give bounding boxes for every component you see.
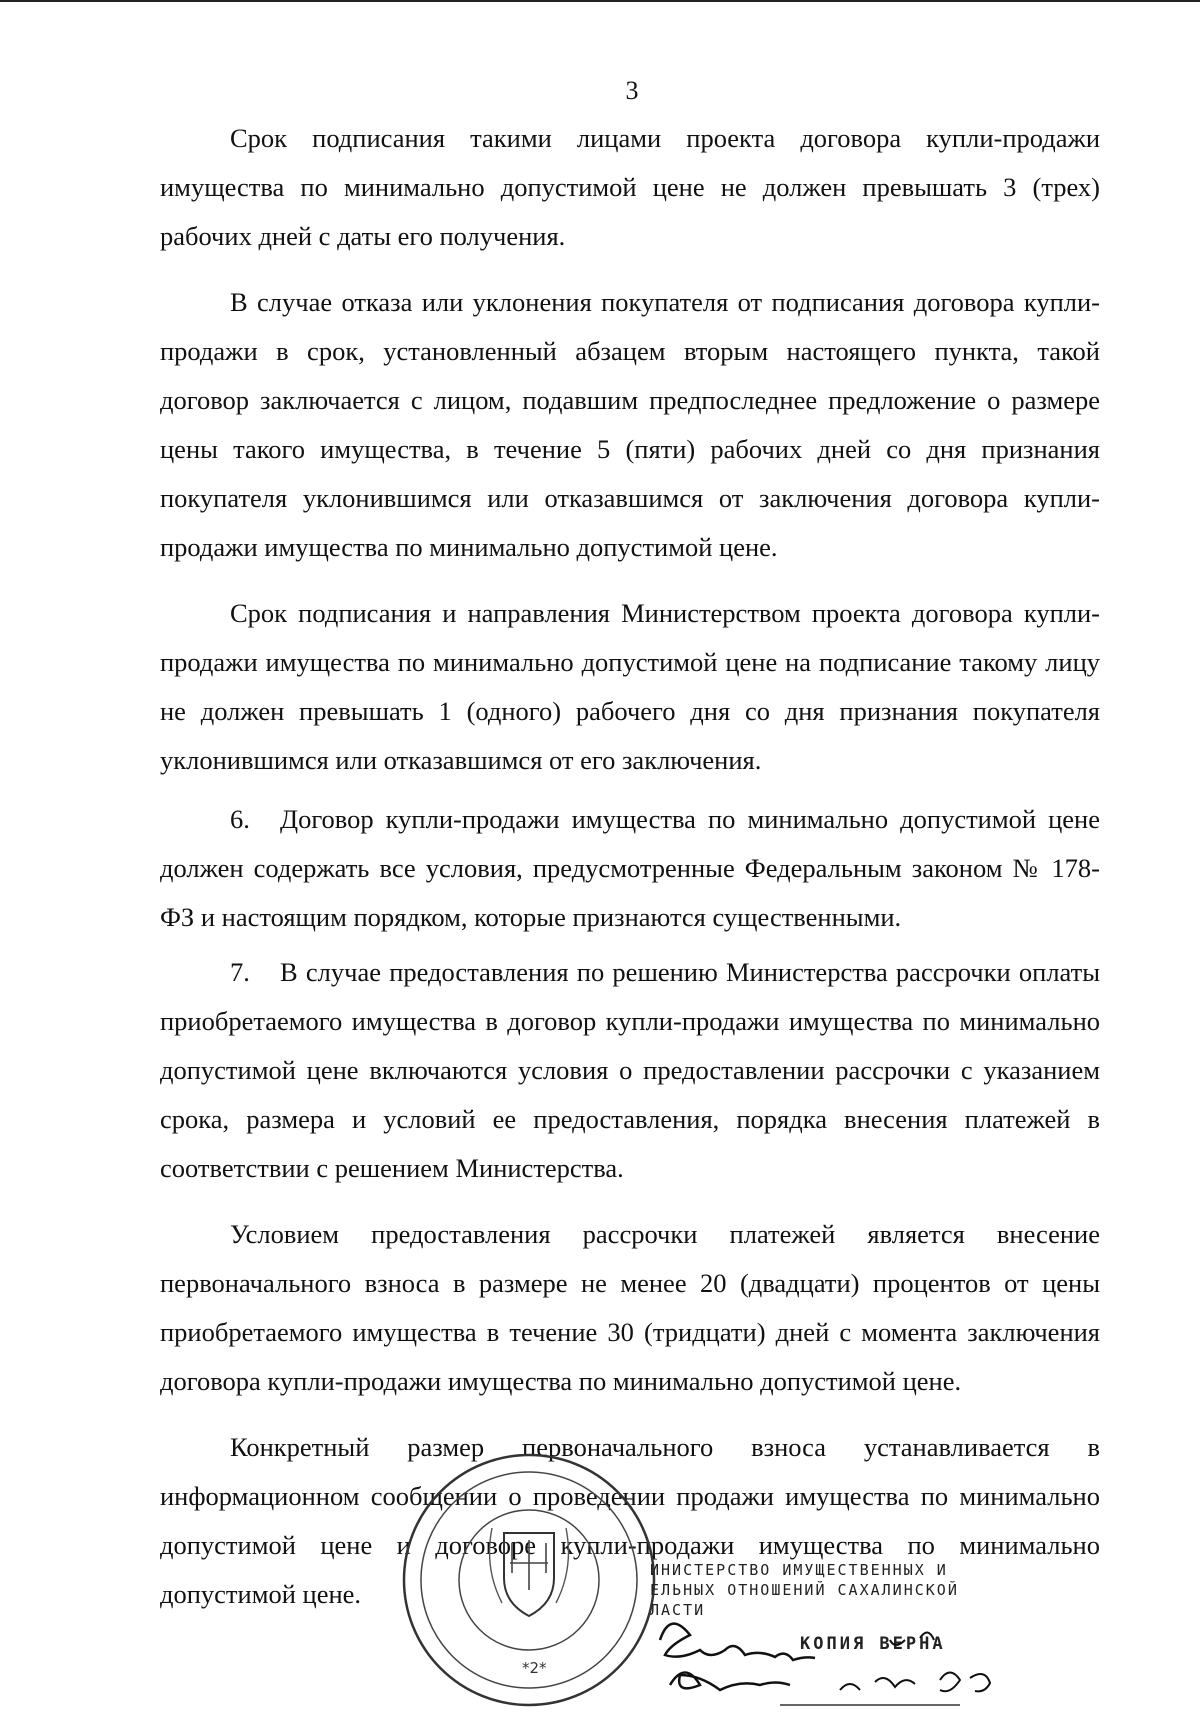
handwritten-signature	[640, 1600, 1060, 1713]
item-number: 7.	[230, 957, 250, 987]
document-body	[160, 114, 1100, 1619]
top-border-line	[0, 0, 1200, 2]
copy-verified-label: КОПИЯ ВЕРНА	[800, 1634, 946, 1654]
paragraph: Срок подписания такими лицами проекта договора купли-продажи имущества по минимально допустимой цене не должен превышать 3 (трех) рабочих дней с даты его получения.	[160, 123, 1100, 251]
certification-line: ЕЛЬНЫХ ОТНОШЕНИЙ САХАЛИНСКОЙ	[650, 1581, 959, 1599]
item-number: 6.	[230, 804, 250, 834]
official-seal-stamp	[392, 1448, 667, 1713]
paragraph: Срок подписания и направления Министерством проекта договора купли-продажи имущества по минимально допустимой цене на подписание такому лицу не должен превышать 1 (одного) рабочего дня со дня признания покупателя уклонившимся или отказавшимся от его заключения.	[160, 598, 1100, 775]
item-text: В случае предоставления по решению Министерства рассрочки оплаты приобретаемого имущества в договор купли-продажи имущества по минимально допустимой цене включаются условия о предоставлении рассрочки с указанием срока, размера и условий ее предоставления, порядка внесения платежей в соответствии с решением Министерства.	[160, 957, 1100, 1183]
paragraph: Конкретный размер первоначального взноса устанавливается в информационном сообщении о проведении продажи имущества по минимально допустимой цене и договоре купли-продажи имущества по минимально допустимой цене.	[160, 1432, 1100, 1609]
paragraph: Условием предоставления рассрочки платежей является внесение первоначального взноса в размере не менее 20 (двадцати) процентов от цены приобретаемого имущества в течение 30 (тридцати) дней с момента заключения договора купли-продажи имущества по минимально допустимой цене.	[160, 1219, 1100, 1396]
certification-line: ЛАСТИ	[650, 1601, 706, 1619]
page-number: 3	[625, 76, 639, 105]
svg-text:*2*: *2*	[522, 1659, 547, 1677]
certification-line: ИНИСТЕРСТВО ИМУЩЕСТВЕННЫХ И	[650, 1561, 948, 1579]
paragraph: В случае отказа или уклонения покупателя от подписания договора купли-продажи в срок, установленный абзацем вторым настоящего пункта, такой договор заключается с лицом, подавшим предпоследнее предложение о размере цены такого имущества, в течение 5 (пяти) рабочих дней со дня признания покупателя уклонившимся или отказавшимся от заключения договора купли-продажи имущества по минимально допустимой цене.	[160, 287, 1100, 562]
list-item-7	[160, 948, 1100, 1193]
item-text: Договор купли-продажи имущества по минимально допустимой цене должен содержать все условия, предусмотренные Федеральным законом № 178-ФЗ и настоящим порядком, которые признаются существенными.	[160, 804, 1100, 932]
list-item-6	[160, 795, 1100, 942]
